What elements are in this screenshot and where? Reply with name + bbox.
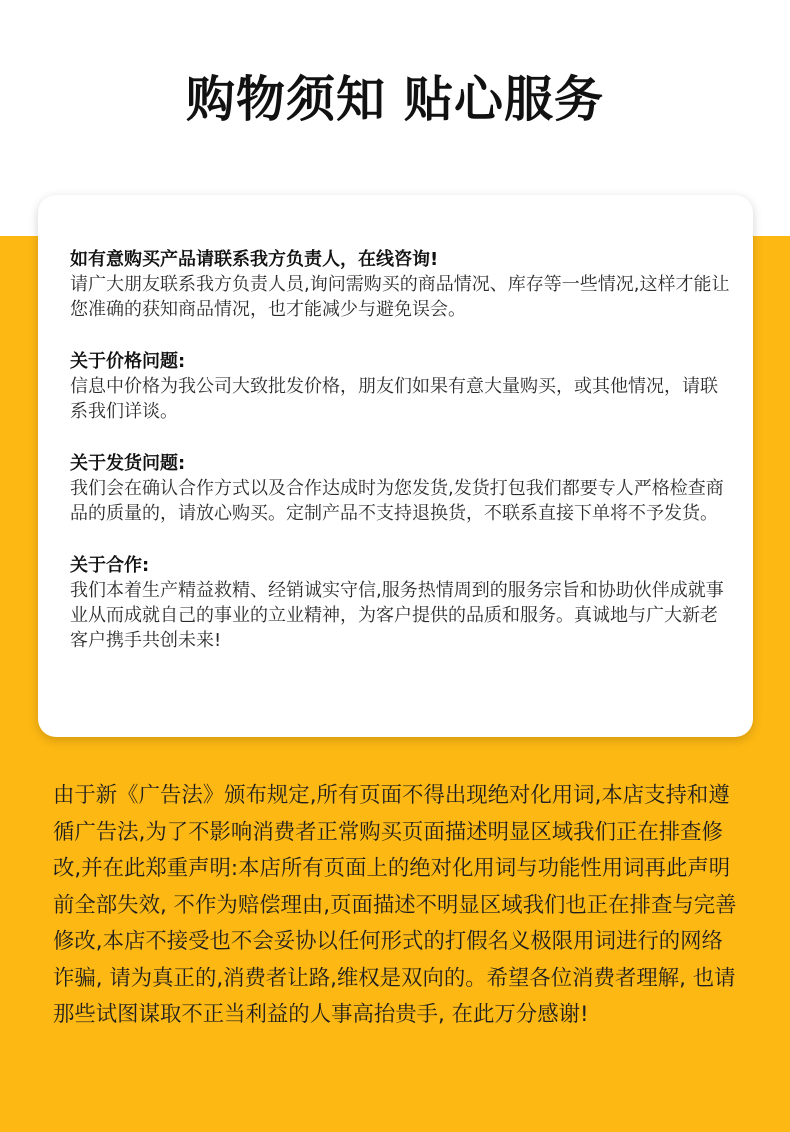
section-heading-contact: 如有意购买产品请联系我方负责人，在线咨询! [70,249,439,270]
notice-section-shipping [70,451,733,526]
section-body-contact: 请广大朋友联系我方负责人员,询问需购买的商品情况、库存等一些情况,这样才能让您准确的获知商品情况，也才能减少与避免误会。 [70,274,730,320]
section-body-price: 信息中价格为我公司大致批发价格，朋友们如果有意大量购买，或其他情况，请联系我们详谈。 [70,376,718,422]
notice-section-cooperation [70,553,733,653]
advertising-law-notice: 由于新《广告法》颁布规定,所有页面不得出现绝对化用词,本店支持和遵循广告法,为了不影响消费者正常购买页面描述明显区域我们正在排查修改,并在此郑重声明:本店所有页面上的绝对化用词与功能性用词再此声明前全部失效, 不作为赔偿理由,页面描述不明显区域我们也正在排查与完善修改,本店不接受也不会妥协以任何形式的打假名义极限用词进行的网络诈骗, 请为真正的,消费者让路,维权是双向的。希望各位消费者理解, 也请那些试图谋取不正当利益的人事高抬贵手, 在此万分感谢! [53,783,737,1027]
shopping-notice-card [38,195,753,737]
section-heading-shipping: 关于发货问题: [70,453,186,474]
notice-section-contact [70,247,733,322]
section-heading-cooperation: 关于合作: [70,555,150,576]
section-body-shipping: 我们会在确认合作方式以及合作达成时为您发货,发货打包我们都要专人严格检查商品的质量的，请放心购买。定制产品不支持退换货，不联系直接下单将不予发货。 [70,478,724,524]
section-body-cooperation: 我们本着生产精益救精、经销诚实守信,服务热情周到的服务宗旨和协助伙伴成就事业从而成就自己的事业的立业精神，为客户提供的品质和服务。真诚地与广大新老客户携手共创未来! [70,580,724,651]
section-heading-price: 关于价格问题: [70,351,186,372]
notice-section-price [70,349,733,424]
page-title: 购物须知 贴心服务 [185,71,605,128]
